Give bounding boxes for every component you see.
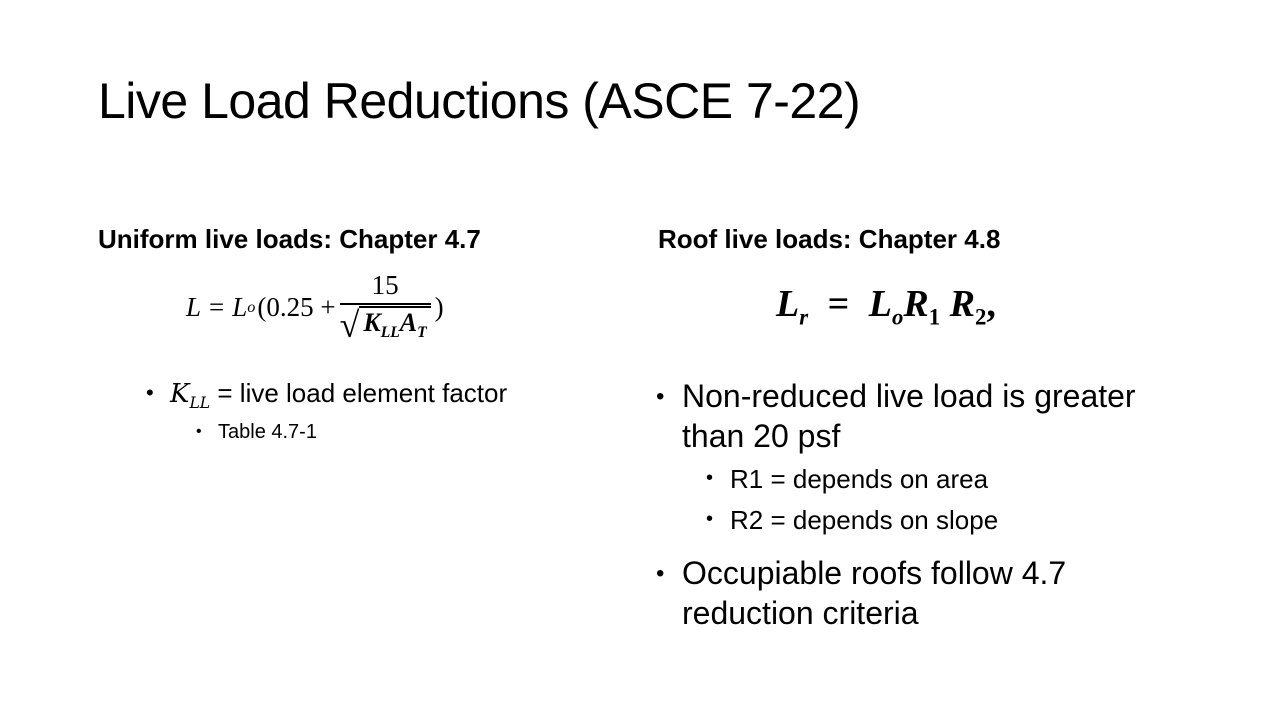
r1-text: R1 = depends on area [730,464,989,494]
uniform-live-load-equation [186,262,444,352]
slide-title: Live Load Reductions (ASCE 7-22) [98,73,861,129]
occupiable-roofs-bullet [656,553,1176,633]
table-sub-bullet [196,421,317,444]
bullet-dot: • [656,560,665,587]
bullet-dot: • [706,467,714,489]
eq-equals: = [827,283,850,325]
r1-sub-bullet [706,464,988,495]
bullet-dot: • [146,380,154,405]
kll-bullet [146,378,507,412]
eq-lo: L [868,283,892,325]
eq-open: (0.25 + [257,291,336,322]
bullet-dot: • [656,383,665,410]
occupiable-roofs-text: Occupiable roofs follow 4.7 reduction criteria [682,555,1067,631]
eq-r1: R [903,283,929,325]
kll-symbol-sub: LL [189,394,211,413]
eq-lr: L [776,283,800,325]
bullet-dot: • [706,508,714,530]
roof-live-load-equation [776,282,996,331]
eq-radicand [359,306,430,342]
eq-numerator: 15 [371,269,399,300]
eq-r2: R [949,283,975,325]
eq-equals: = [209,291,225,322]
eq-a-sub: T [417,324,427,342]
table-reference: Table 4.7-1 [218,421,317,443]
eq-lo: L [232,291,248,322]
eq-lo-sub: o [891,304,904,330]
eq-fraction [340,270,431,345]
kll-bullet-text [170,378,508,413]
eq-k: K [363,308,381,338]
uniform-live-loads-heading: Uniform live loads: Chapter 4.7 [98,224,481,254]
eq-a: A [399,308,418,338]
bullet-dot: • [196,423,202,440]
eq-l: L [186,291,202,322]
eq-r1-sub: 1 [928,304,941,330]
eq-lo-sub: o [247,297,256,316]
eq-close: ) [434,291,444,322]
non-reduced-bullet [656,376,1176,456]
kll-symbol: K [170,379,190,409]
roof-live-loads-heading: Roof live loads: Chapter 4.8 [658,224,1001,254]
sqrt-icon: √ [339,304,360,345]
eq-lr-sub: r [799,304,809,330]
r2-text: R2 = depends on slope [730,505,999,535]
eq-denominator [340,305,431,345]
eq-k-sub: LL [380,324,400,342]
kll-description: = live load element factor [210,378,508,408]
eq-r2-sub: 2 [975,304,987,330]
eq-tail: , [986,283,996,325]
r2-sub-bullet [706,505,998,536]
non-reduced-text: Non-reduced live load is greater than 20 psf [682,378,1136,454]
